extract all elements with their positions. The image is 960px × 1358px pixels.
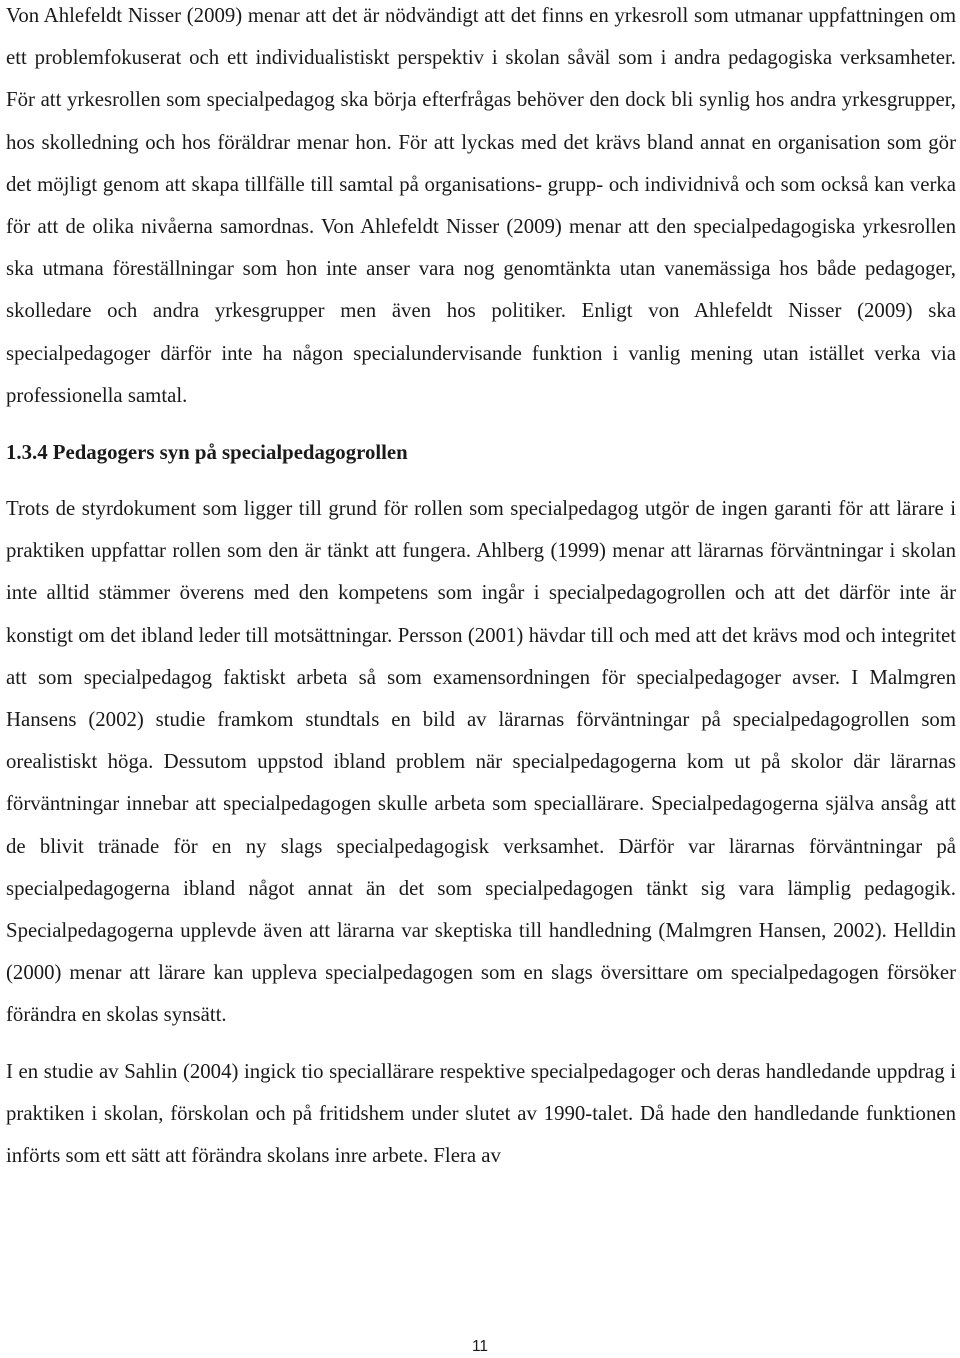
body-paragraph: Trots de styrdokument som ligger till grund för rollen som specialpedagog utgör de ingen garanti för att lärare i praktiken uppfattar rollen som den är tänkt att fungera. Ahlberg (1999) menar att lärarnas förväntningar i skolan inte alltid stämmer överens med den kompetens som ingår i specialpedagogrollen och att det därför inte är konstigt om det ibland leder till motsättningar. Persson (2001) hävdar till och med att det krävs mod och integritet att som specialpedagog faktiskt arbeta så som examensordningen för specialpedagoger avser. I Malmgren Hansens (2002) studie framkom stundtals en bild av lärarnas förväntningar på specialpedagogrollen som orealistiskt höga. Dessutom uppstod ibland problem när specialpedagogerna kom ut på skolor där lärarnas förväntningar innebar att specialpedagogen skulle arbeta som speciallärare. Specialpedagogerna själva ansåg att de blivit tränade för en ny slags specialpedagogisk verksamhet. Därför var lärarnas förväntningar på specialpedagogerna ibland något annat än det som specialpedagogen tänkt sig vara lämplig pedagogik. Specialpedagogerna upplevde även att lärarna var skeptiska till handledning (Malmgren Hansen, 2002). Helldin (2000) menar att lärare kan uppleva specialpedagogen som en slags översittare om specialpedagogen försöker förändra en skolas synsätt.	[6, 497, 956, 1027]
document-page	[6, 0, 956, 1177]
body-paragraph: Von Ahlefeldt Nisser (2009) menar att det är nödvändigt att det finns en yrkesroll som utmanar uppfattningen om ett problemfokuserat och ett individualistiskt perspektiv i skolan såväl som i andra pedagogiska verksamheter. För att yrkesrollen som specialpedagog ska börja efterfrågas behöver den dock bli synlig hos andra yrkesgrupper, hos skolledning och hos föräldrar menar hon. För att lyckas med det krävs bland annat en organisation som gör det möjligt genom att skapa tillfälle till samtal på organisations- grupp- och individnivå och som också kan verka för att de olika nivåerna samordnas. Von Ahlefeldt Nisser (2009) menar att den specialpedagogiska yrkesrollen ska utmana föreställningar som hon inte anser vara nog genomtänkta utan vanemässiga hos både pedagoger, skolledare och andra yrkesgrupper men även hos politiker. Enligt von Ahlefeldt Nisser (2009) ska specialpedagoger därför inte ha någon specialundervisande funktion i vanlig mening utan istället verka via professionella samtal.	[6, 4, 956, 407]
page-number: 11	[471, 1338, 489, 1355]
body-paragraph: I en studie av Sahlin (2004) ingick tio speciallärare respektive specialpedagoger och deras handledande uppdrag i praktiken i skolan, förskolan och på fritidshem under slutet av 1990-talet. Då hade den handledande funktionen införts som ett sätt att förändra skolans inre arbete. Flera av	[6, 1059, 956, 1168]
section-heading: 1.3.4 Pedagogers syn på specialpedagogrollen	[6, 441, 408, 465]
